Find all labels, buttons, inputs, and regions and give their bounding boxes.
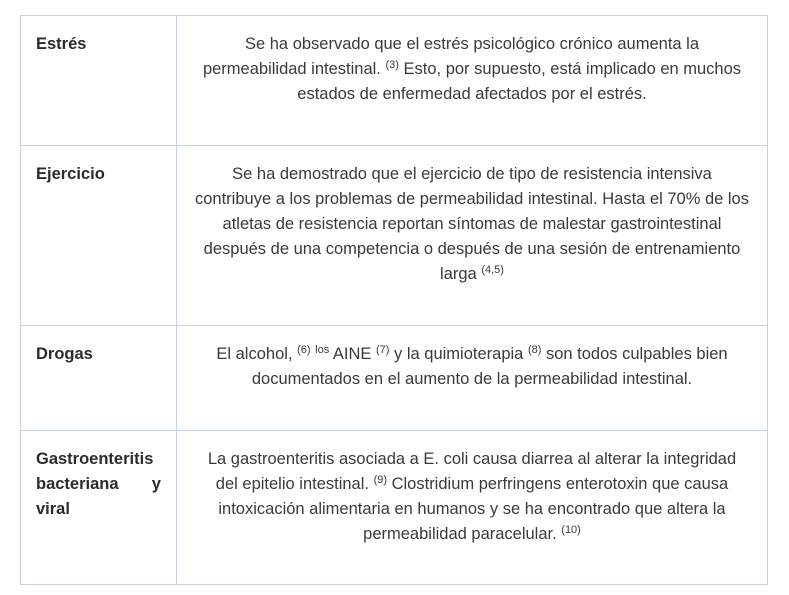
factor-label: Ejercicio xyxy=(21,146,177,326)
citation-superscript: (9) xyxy=(373,474,388,486)
factor-description: El alcohol, $^{(6)}$ $^{los}$ AINE $^{(7)}$ y la quimioterapia $^{(8)}$ son todos culpables bien documentados en el aumento de la permeabilidad intestinal. xyxy=(177,326,768,431)
citation-superscript: (6) xyxy=(297,344,311,356)
factor-label: Gastroenteritis bacteriana y viral xyxy=(21,431,177,585)
citation-superscript: los xyxy=(315,344,330,356)
factor-description: Se ha observado que el estrés psicológico crónico aumenta la permeabilidad intestinal. $^{(3)}$ Esto, por supuesto, está implicado en muchos estados de enfermedad afectados por el estrés. xyxy=(177,16,768,146)
table-row xyxy=(21,431,768,585)
table-row xyxy=(21,16,768,146)
factor-label: Drogas xyxy=(21,326,177,431)
citation-superscript: (8) xyxy=(527,344,542,356)
table-row xyxy=(21,326,768,431)
factors-table xyxy=(20,15,768,585)
citation-superscript: (4,5) xyxy=(481,264,504,276)
factor-description: La gastroenteritis asociada a E. coli causa diarrea al alterar la integridad del epitelio intestinal. $^{(9)}$ Clostridium perfringens enterotoxin que causa intoxicación alimentaria en humanos y se ha encontrado que altera la permeabilidad paracelular. $^{(10)}$ xyxy=(177,431,768,585)
factor-description: Se ha demostrado que el ejercicio de tipo de resistencia intensiva contribuye a los problemas de permeabilidad intestinal. Hasta el 70% de los atletas de resistencia reportan síntomas de malestar gastrointestinal después de una competencia o después de una sesión de entrenamiento larga $^{(4,5)}$ xyxy=(177,146,768,326)
citation-superscript: (3) xyxy=(385,59,399,71)
citation-superscript: (10) xyxy=(561,524,581,536)
factor-label: Estrés xyxy=(21,16,177,146)
citation-superscript: (7) xyxy=(375,344,390,356)
table-row xyxy=(21,146,768,326)
